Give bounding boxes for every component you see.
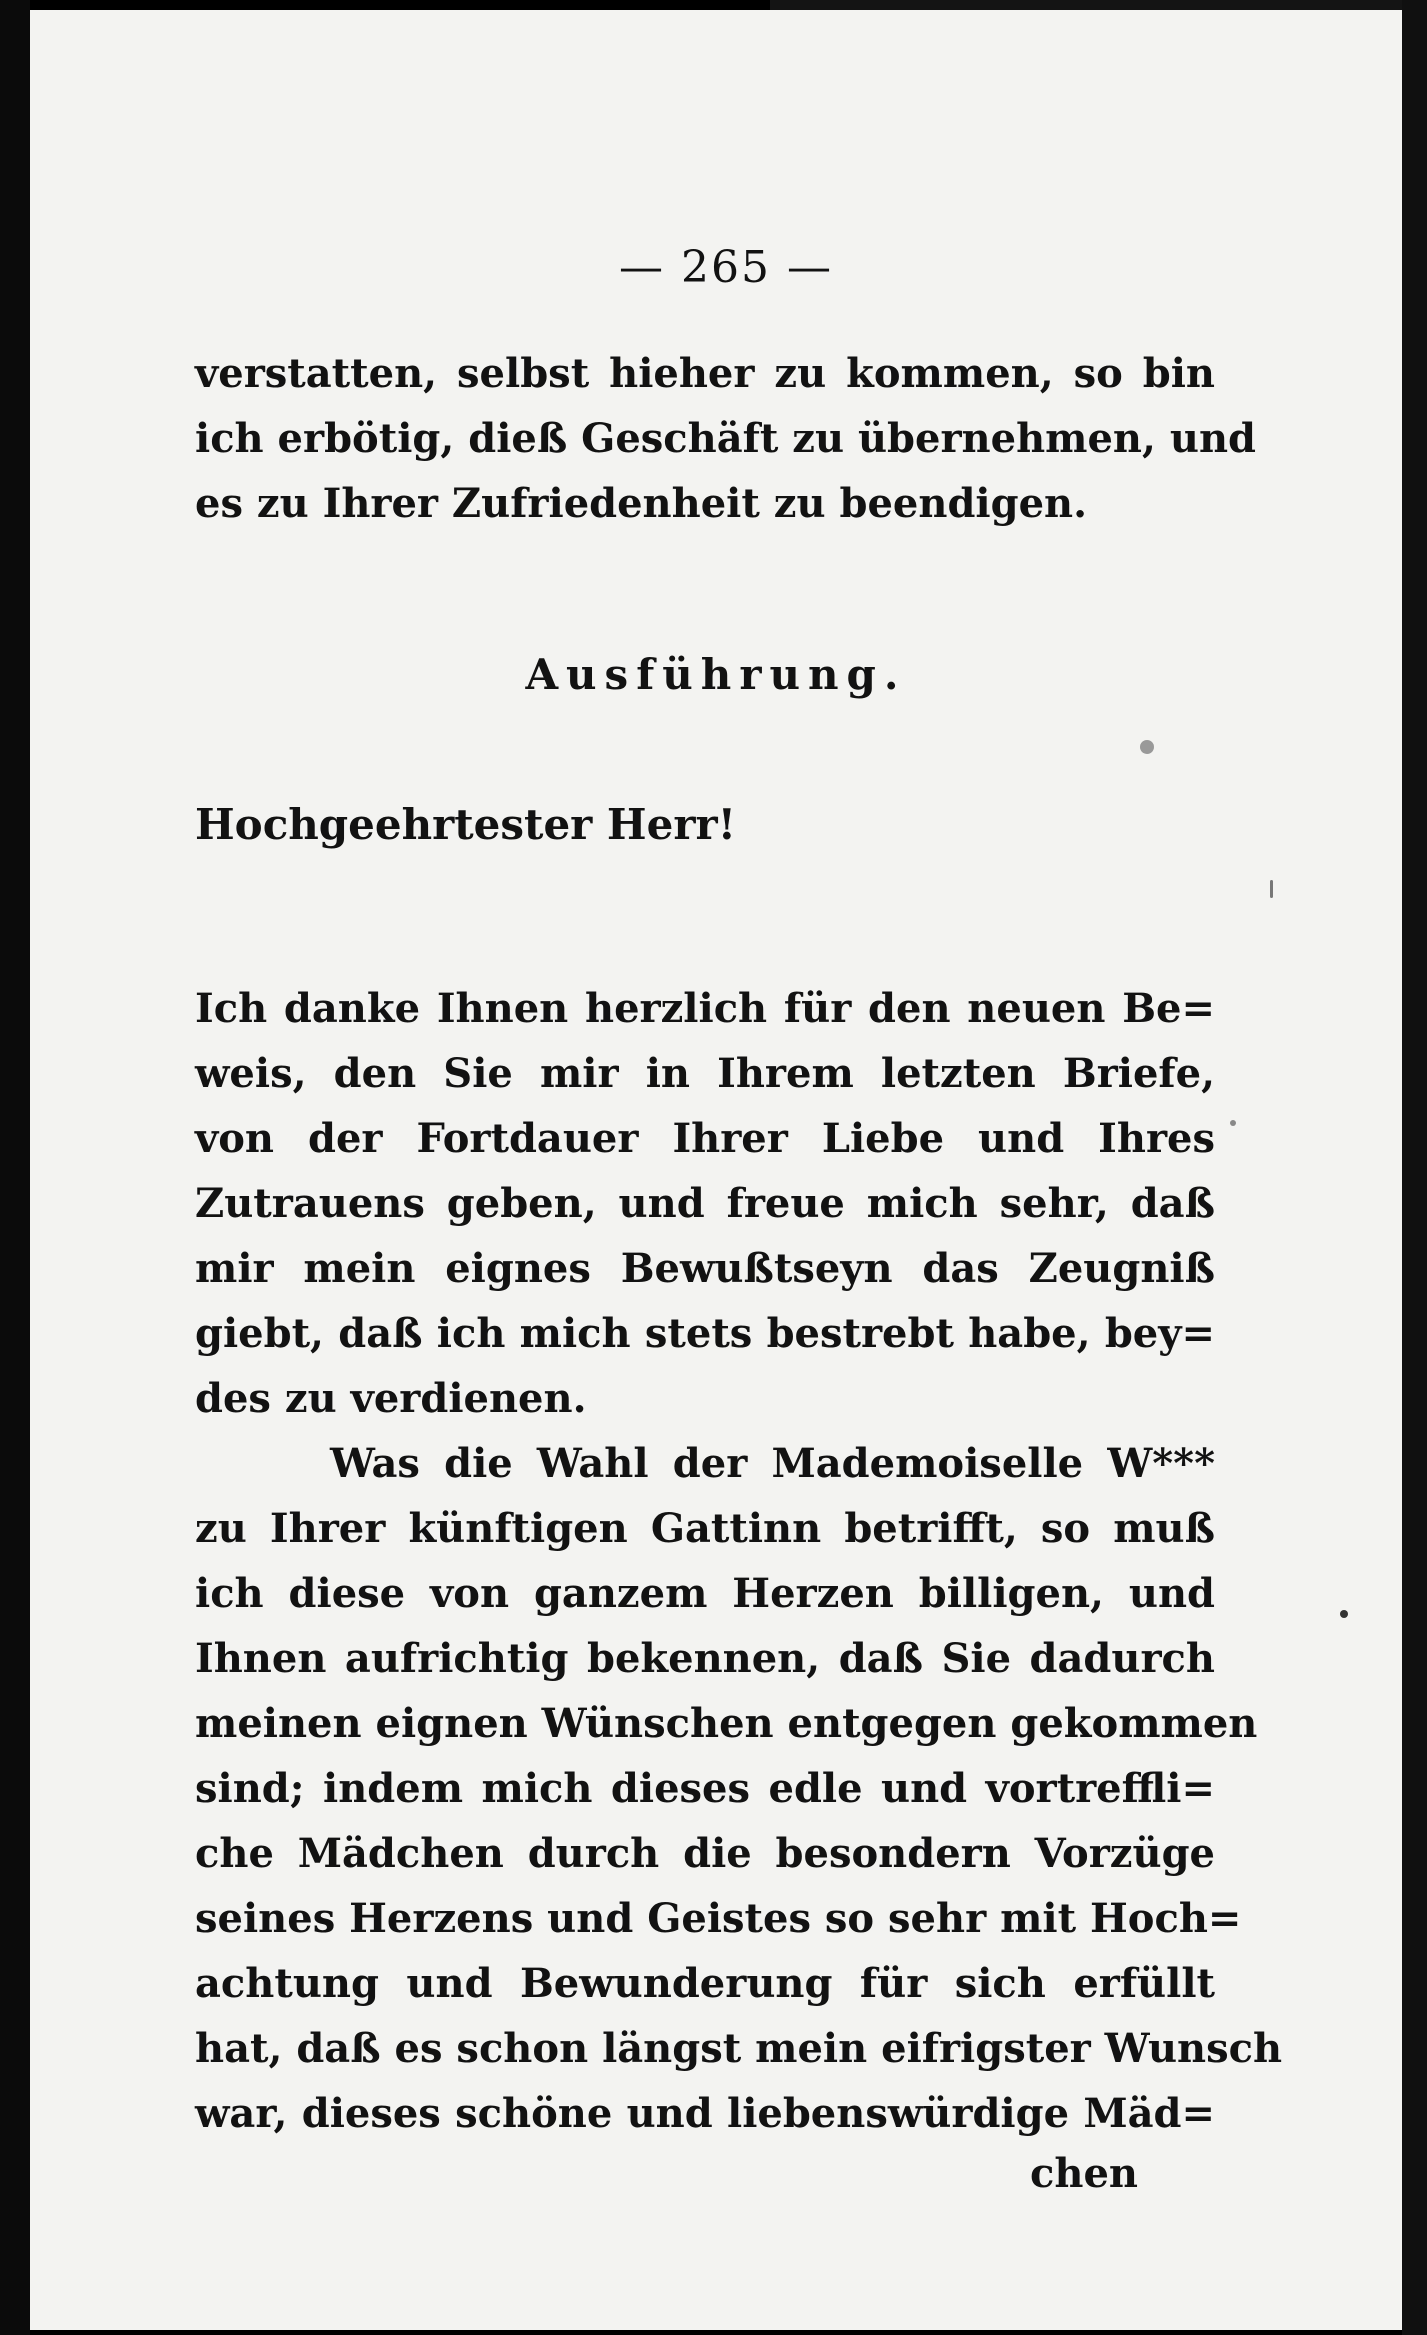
text-line: zu Ihrer künftigen Gattinn betrifft, so muß [195, 1505, 1215, 1552]
catchword: chen [1030, 2150, 1138, 2197]
text-line: mir mein eignes Bewußtseyn das Zeugniß [195, 1245, 1215, 1292]
text-line: war, dieses schöne und liebenswürdige Mäd= [195, 2090, 1215, 2137]
section-heading: Ausführung. [525, 650, 907, 699]
text-line: achtung und Bewunderung für sich erfüllt [195, 1960, 1215, 2007]
text-line: Was die Wahl der Mademoiselle W*** [330, 1440, 1215, 1487]
text-line: che Mädchen durch die besondern Vorzüge [195, 1830, 1215, 1877]
text-line: Zutrauens geben, und freue mich sehr, daß [195, 1180, 1215, 1227]
text-line: von der Fortdauer Ihrer Liebe und Ihres [195, 1115, 1215, 1162]
text-line: Ich danke Ihnen herzlich für den neuen Be= [195, 985, 1215, 1032]
text-line: sind; indem mich dieses edle und vortreffli= [195, 1765, 1215, 1812]
text-line: Ihnen aufrichtig bekennen, daß Sie dadurch [195, 1635, 1215, 1682]
text-line: des zu verdienen. [195, 1375, 587, 1422]
text-line: seines Herzens und Geistes so sehr mit Hoch= [195, 1895, 1242, 1942]
text-line: hat, daß es schon längst mein eifrigster Wunsch [195, 2025, 1283, 2072]
book-spine-shadow [0, 0, 30, 2335]
text-line: meinen eignen Wünschen entgegen gekommen [195, 1700, 1258, 1747]
paper-speck [1230, 1120, 1236, 1126]
page-number-header: — 265 — [619, 242, 833, 293]
salutation: Hochgeehrtester Herr! [195, 800, 737, 849]
text-line: giebt, daß ich mich stets bestrebt habe, bey= [195, 1310, 1215, 1357]
paper-speck [1270, 880, 1273, 898]
book-page [30, 10, 1402, 2330]
scan-edge-right [1402, 0, 1427, 2335]
paper-speck [1340, 1610, 1348, 1618]
paper-speck [1140, 740, 1154, 754]
text-line: es zu Ihrer Zufriedenheit zu beendigen. [195, 480, 1088, 527]
text-line: ich diese von ganzem Herzen billigen, und [195, 1570, 1215, 1617]
text-line: weis, den Sie mir in Ihrem letzten Briefe, [195, 1050, 1215, 1097]
text-line: verstatten, selbst hieher zu kommen, so bin [195, 350, 1215, 397]
text-line: ich erbötig, dieß Geschäft zu übernehmen, und [195, 415, 1256, 462]
